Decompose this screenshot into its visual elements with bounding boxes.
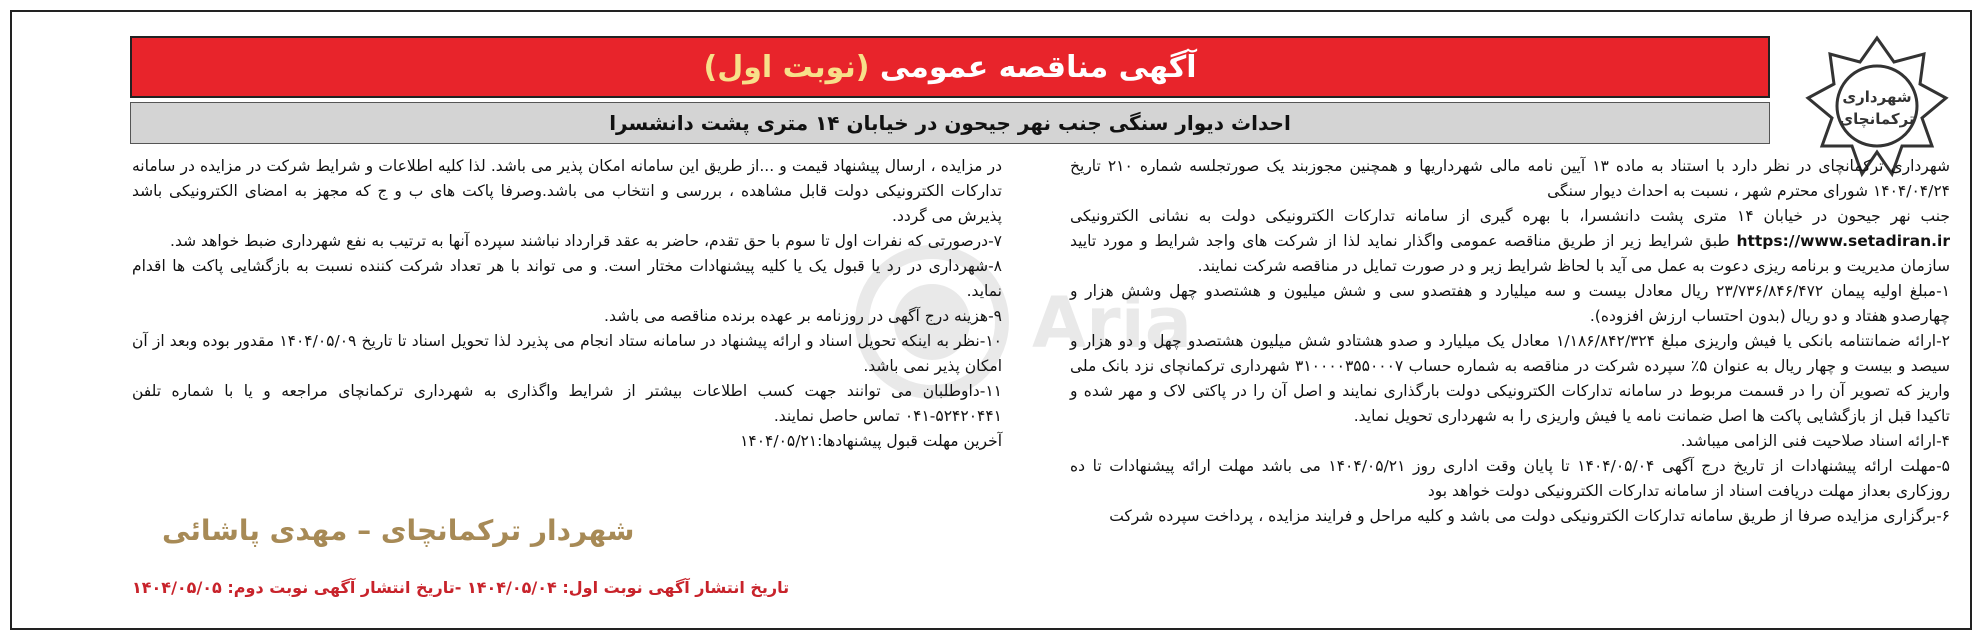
- publish-dates: تاریخ انتشار آگهی نوبت اول: ۱۴۰۴/۰۵/۰۴ -تاریخ انتشار آگهی نوبت دوم: ۱۴۰۴/۰۵/۰۵: [132, 578, 790, 597]
- deadline-note: آخرین مهلت قبول پیشنهادها:۱۴۰۴/۰۵/۲۱: [740, 432, 1002, 450]
- intro-rest-text: جنب نهر جیحون در خیابان ۱۴ متری پشت دانشسرا، با بهره گیری از سامانه تدارکات الکترونیکی دولت به نشانی الکترونیکی: [1070, 207, 1950, 225]
- item-9: ۹-هزینه درج آگهی در روزنامه بر عهده برنده مناقصه می باشد.: [604, 307, 1002, 325]
- intro-paragraph: شهرداری ترکمانچای در نظر دارد با استناد به ماده ۱۳ آیین نامه مالی شهرداریها و همچنین مجوزبند یک صورتجلسه شماره ۲۱۰ تاریخ ۱۴۰۴/۰۴/۲۴ شورای محترم شهر ، نسبت به احداث دیوار سنگی: [1070, 157, 1950, 200]
- notice-title: [704, 50, 1197, 85]
- right-column: [1070, 154, 1950, 529]
- intro-rest: [1070, 204, 1950, 279]
- item-5: ۵-مهلت ارائه پیشنهادات از تاریخ درج آگهی ۱۴۰۴/۰۵/۰۴ تا پایان وقت اداری روز ۱۴۰۴/۰۵/۲۱ می باشد مهلت ارائه پیشنهادات تا ده روزکاری بعداز مهلت دریافت اسناد از سامانه تدارکات الکترونیکی دولت خواهد بود: [1070, 457, 1950, 500]
- subtitle-bar: [130, 102, 1770, 144]
- item-6-continued: در مزایده ، ارسال پیشنهاد قیمت و ...از طریق این سامانه امکان پذیر می باشد. لذا کلیه اطلاعات و شرایط شرکت در مزایده در سامانه تدارکات الکترونیکی دولت قابل مشاهده ، بررسی و انتخاب می باشد.وصرفا پاکت های ب و ج که مجهز به امضای الکترونیکی باشد پذیرش می گردد.: [132, 157, 1002, 225]
- left-column: [132, 154, 1002, 454]
- svg-text:ترکمانچای: ترکمانچای: [1839, 110, 1915, 128]
- item-4: ۴-ارائه اسناد صلاحیت فنی الزامی میباشد.: [1680, 432, 1950, 450]
- item-10: ۱۰-نظر به اینکه تحویل اسناد و ارائه پیشنهاد در سامانه ستاد انجام می پذیرد لذا تحویل اسناد تا تاریخ ۱۴۰۴/۰۵/۰۹ مقدور بوده وبعد از آن امکان پذیر نمی باشد.: [132, 332, 1002, 375]
- title-bar: [130, 36, 1770, 98]
- notice-subtitle: احداث دیوار سنگی جنب نهر جیحون در خیابان ۱۴ متری پشت دانشسرا: [609, 111, 1291, 135]
- notice-frame: [10, 10, 1972, 630]
- title-round: (نوبت اول): [703, 49, 870, 85]
- item-7: ۷-درصورتی که نفرات اول تا سوم با حق تقدم، حاضر به عقد قرارداد نباشند سپرده آنها به ترتیب به نفع شهرداری ضبط خواهد شد.: [170, 232, 1002, 250]
- item-6: ۶-برگزاری مزایده صرفا از طریق سامانه تدارکات الکترونیکی دولت می باشد و کلیه مراحل و فرایند مزایده ، پرداخت سپرده شرکت: [1109, 507, 1950, 525]
- mayor-signature: شهردار ترکمانچای – مهدی پاشائی: [162, 514, 635, 547]
- intro-after-url: طبق شرایط زیر از طریق مناقصه عمومی واگذار نماید لذا از شرکت های واجد شرایط و مورد تایید سازمان مدیریت و برنامه ریزی دعوت به عمل می آید با لحاظ شرایط زیر و در صورت تمایل در مناقصه شرکت نمایند.: [1070, 232, 1950, 275]
- item-2: ۲-ارائه ضمانتنامه بانکی یا فیش واریزی مبلغ ۱/۱۸۶/۸۴۲/۳۲۴ معادل یک میلیارد و صدو هشتادو شش میلیون هشتصدو چهل و دو هزار و سیصد و بیست و چهار ریال به عنوان ۵٪ سپرده شرکت در مناقصه به شماره حساب ۳۱۰۰۰۰۳۵۵۰۰۰۷ شهرداری ترکمانچای نزد بانک ملی واریز که تصویر آن را در قسمت مربوط در سامانه تدارکات الکترونیکی دولت بارگذاری نمایند و اصل آن را در پاکتی لاک و مهر شده و تاکیدا قبل از بازگشایی پاکت ها اصل ضمانت نامه یا فیش واریزی را به شهرداری تحویل نماید.: [1070, 332, 1951, 425]
- setadiran-link[interactable]: https://www.setadiran.ir: [1736, 232, 1950, 250]
- title-main: آگهی مناقصه عمومی: [879, 49, 1197, 85]
- item-1: ۱-مبلغ اولیه پیمان ۲۳/۷۳۶/۸۴۶/۴۷۲ ریال معادل بیست و سه میلیارد و هفتصدو سی و شش میلیون و هشتصدو چهل وشش هزار و چهارصدو هفتاد و دو ریال (بدون احتساب ارزش افزوده).: [1070, 282, 1950, 325]
- svg-text:Aria: Aria: [1032, 282, 1192, 364]
- svg-text:شهرداری: شهرداری: [1842, 88, 1912, 106]
- item-11: ۱۱-داوطلبان می توانند جهت کسب اطلاعات بیشتر از شرایط واگذاری به شهرداری ترکمانچای مراجعه و یا با شماره تلفن ۵۲۴۲۰۴۴۱-۰۴۱ تماس حاصل نمایند.: [132, 382, 1002, 425]
- item-8: ۸-شهرداری در رد یا قبول یک یا کلیه پیشنهادات مختار است. و می تواند با هر تعداد شرکت کننده نسبت به بازگشایی پاکت ها اقدام نماید.: [132, 257, 1002, 300]
